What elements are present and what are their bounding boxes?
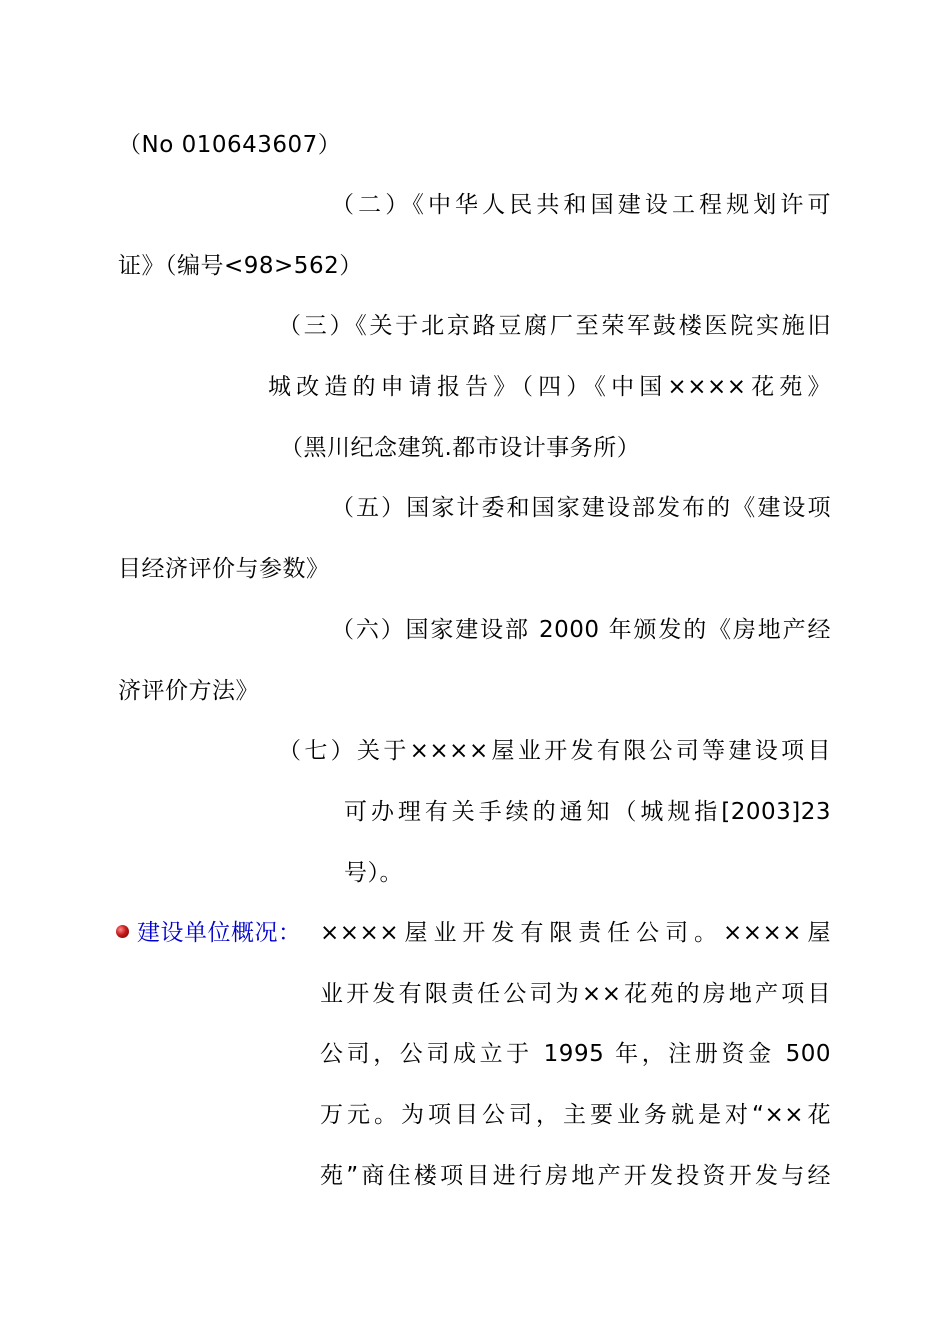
bullet-icon <box>116 925 129 938</box>
company-text-line-1: ××××屋业开发有限责任公司。××××屋 <box>320 920 831 946</box>
text-line-item-3-4: 城改造的申请报告》（四）《中国××××花苑》 <box>268 374 831 400</box>
company-text-line-4: 万元。为项目公司，主要业务就是对“××花 <box>320 1102 831 1128</box>
text-line-certificate-number: （No 010643607） <box>118 132 342 158</box>
text-line-item-2: （二）《中华人民共和国建设工程规划许可 <box>331 192 831 218</box>
text-line-item-7-cont: 可办理有关手续的通知（城规指[2003]23 <box>344 799 831 825</box>
text-line-item-7-end: 号）。 <box>344 860 403 886</box>
text-line-item-3: （三）《关于北京路豆腐厂至荣军鼓楼医院实施旧 <box>278 313 831 339</box>
company-text-line-2: 业开发有限责任公司为××花苑的房地产项目 <box>320 981 831 1007</box>
text-line-item-6-cont: 济评价方法》 <box>118 678 259 704</box>
company-text-line-5: 苑”商住楼项目进行房地产开发投资开发与经 <box>320 1163 831 1189</box>
text-line-item-7: （七）关于××××屋业开发有限公司等建设项目 <box>278 738 831 764</box>
text-line-item-5: （五）国家计委和国家建设部发布的《建设项 <box>331 495 831 521</box>
company-text-line-3: 公司，公司成立于 1995 年，注册资金 500 <box>320 1041 831 1067</box>
company-section-label: 建设单位概况： <box>137 920 302 946</box>
text-line-item-6: （六）国家建设部 2000 年颁发的《房地产经 <box>331 617 831 643</box>
text-line-item-2-cont: 证》（编号<98>562） <box>118 253 363 279</box>
text-line-item-4-cont: （黑川纪念建筑.都市设计事务所） <box>280 435 641 461</box>
text-line-item-5-cont: 目经济评价与参数》 <box>118 556 330 582</box>
